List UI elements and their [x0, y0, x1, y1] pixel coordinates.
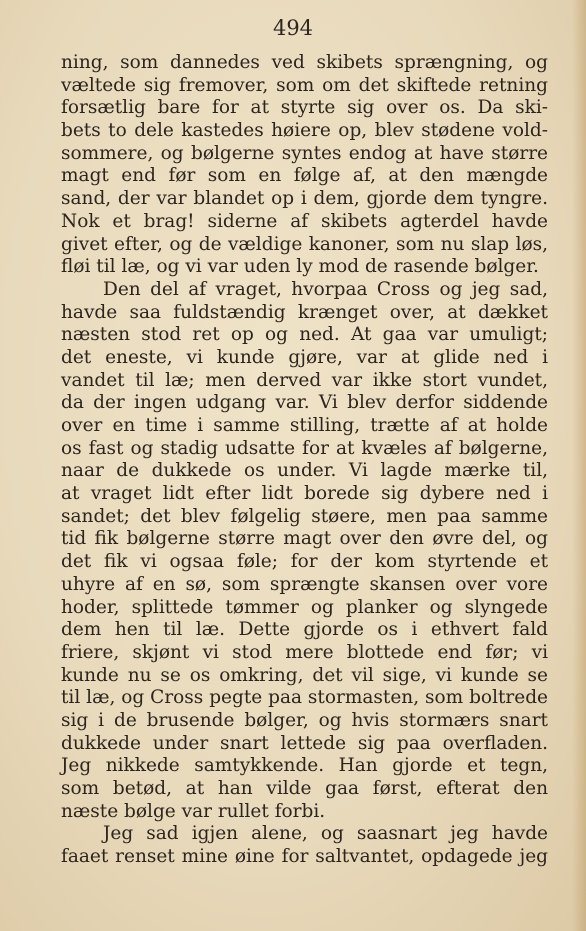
text-line: magt end før som en følge af, at den mængde	[61, 165, 548, 187]
text-line: vandet til læ; men derved var ikke stort vundet,	[61, 369, 548, 391]
text-line: Nok et brag! siderne af skibets agterdel havde	[61, 210, 548, 232]
text-line: over en time i samme stilling, trætte af at holde	[61, 415, 548, 436]
text-line: uhyre af en sø, som sprængte skansen over vore	[61, 573, 548, 595]
text-line: til læ, og Cross pegte paa stormasten, som boltrede	[61, 687, 548, 709]
text-line: sandet; det blev følgelig støere, men paa samme	[61, 505, 548, 527]
page-number: 494	[272, 16, 314, 40]
text-line: givet efter, og de vældige kanoner, som nu slap løs,	[61, 233, 548, 255]
text-line: som betød, at han vilde gaa først, efterat den	[61, 778, 548, 799]
text-line: dukkede under snart lettede sig paa overfladen.	[61, 732, 548, 754]
text-line: sand, der var blandet op i dem, gjorde dem tyngre.	[61, 188, 548, 210]
text-line: bets to dele kastedes høiere op, blev stødene vold-	[61, 120, 548, 142]
text-line: ning, som dannedes ved skibets sprængning, og	[61, 52, 548, 73]
text-line: det eneste, vi kunde gjøre, var at glide ned i	[61, 346, 548, 368]
text-line: os fast og stadig udsatte for at kvæles af bølgerne,	[61, 437, 548, 459]
body-text	[61, 52, 548, 869]
text-line: faaet renset mine øine for saltvantet, opdagede jeg	[61, 846, 548, 868]
text-line: væltede sig fremover, som om det skiftede retning	[61, 74, 548, 96]
text-line: forsætlig bare for at styrte sig over os. Da ski-	[61, 97, 548, 119]
text-line: da der ingen udgang var. Vi blev derfor siddende	[61, 392, 548, 414]
text-line: fløi til læ, og vi var uden ly mod de rasende bølger.	[61, 256, 539, 278]
text-line: hoder, splittede tømmer og planker og slyngede	[61, 596, 548, 618]
text-line: kunde nu se os omkring, det vil sige, vi kunde se	[61, 664, 548, 686]
text-line: dem hen til læ. Dette gjorde os i ethvert fald	[61, 619, 548, 641]
text-line: tid fik bølgerne større magt over den øvre del, og	[61, 528, 548, 550]
text-line: næste bølge var rullet forbi.	[61, 800, 326, 822]
text-line: at vraget lidt efter lidt borede sig dybere ned i	[61, 483, 548, 505]
text-line: Jeg nikkede samtykkende. Han gjorde et tegn,	[61, 755, 548, 777]
text-line: Jeg sad igjen alene, og saasnart jeg havde	[103, 823, 548, 845]
text-line: næsten stod ret op og ned. At gaa var umuligt;	[61, 324, 548, 346]
page-edge-shadow	[572, 0, 586, 931]
text-line: havde saa fuldstændig krænget over, at dækket	[61, 301, 548, 323]
text-line: naar de dukkede os under. Vi lagde mærke til,	[61, 460, 548, 482]
text-line: sig i de brusende bølger, og hvis stormærs snart	[61, 709, 548, 731]
text-line: Den del af vraget, hvorpaa Cross og jeg sad,	[103, 278, 548, 300]
text-line: sommere, og bølgerne syntes endog at have større	[61, 142, 548, 164]
text-line: friere, skjønt vi stod mere blottede end før; vi	[61, 641, 548, 663]
text-line: det fik vi ogsaa føle; for der kom styrtende et	[61, 551, 548, 573]
